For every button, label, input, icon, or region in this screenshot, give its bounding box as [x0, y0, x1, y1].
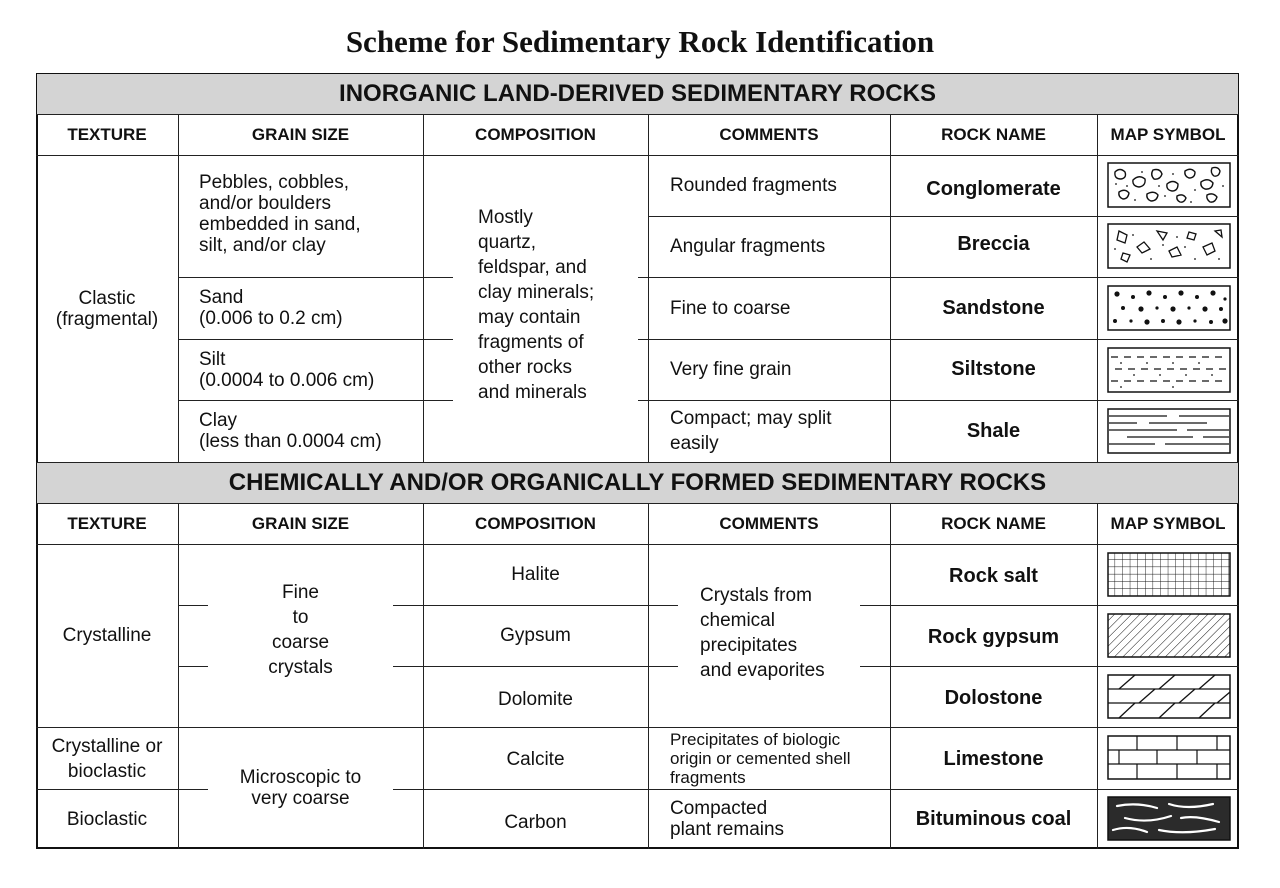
composition-mostly-quartz: Mostly quartz, feldspar, and clay minerals; may contain fragments of other rocks and minerals [456, 205, 638, 421]
rock-name-breccia: Breccia [957, 233, 1030, 255]
siltstone-symbol [1107, 347, 1231, 393]
col-header-map-symbol-2: MAP SYMBOL [1110, 513, 1226, 533]
col-header-comments: COMMENTS [719, 124, 819, 144]
rock-name-conglomerate: Conglomerate [926, 178, 1061, 200]
rock-name-limestone: Limestone [943, 748, 1044, 770]
shale-symbol [1107, 408, 1231, 454]
texture-crystalline: Crystalline [62, 625, 152, 646]
rock-gypsum-symbol [1107, 613, 1231, 658]
sandstone-symbol [1107, 285, 1231, 331]
rock-name-bituminous-coal: Bituminous coal [915, 807, 1072, 830]
comment-angular: Angular fragments [670, 236, 826, 257]
dolostone-symbol [1107, 674, 1231, 719]
col-header-composition-2: COMPOSITION [475, 513, 596, 533]
section-heading-inorganic: INORGANIC LAND-DERIVED SEDIMENTARY ROCKS [37, 74, 1238, 114]
rock-name-siltstone: Siltstone [951, 358, 1036, 380]
grain-size-silt: Silt (0.0004 to 0.006 cm) [199, 348, 375, 391]
breccia-symbol [1107, 223, 1231, 269]
composition-calcite: Calcite [506, 749, 565, 770]
col-header-rock-name-2: ROCK NAME [941, 513, 1046, 533]
grain-size-clay: Clay (less than 0.0004 cm) [199, 410, 382, 452]
rock-name-shale: Shale [966, 419, 1021, 442]
col-header-rock-name: ROCK NAME [941, 124, 1046, 144]
comment-fine-coarse: Fine to coarse [670, 297, 791, 319]
texture-bioclastic: Bioclastic [66, 808, 148, 830]
grain-size-pebbles: Pebbles, cobbles, and/or boulders embedded in sand, silt, and/or clay [199, 172, 361, 256]
composition-dolomite: Dolomite [498, 689, 573, 710]
rock-name-dolostone: Dolostone [944, 687, 1043, 709]
grain-size-microscopic-to-very-coarse: Microscopic to very coarse [208, 765, 393, 811]
conglomerate-symbol [1107, 162, 1231, 208]
rock-name-rock-gypsum: Rock gypsum [927, 625, 1060, 648]
coal-symbol [1107, 796, 1231, 841]
rock-name-sandstone: Sandstone [942, 296, 1045, 319]
comment-compact: Compact; may split easily [670, 408, 832, 454]
composition-gypsum: Gypsum [500, 625, 571, 646]
comment-crystals-from-chemical-precipitates: Crystals from chemical precipitates and evaporites [678, 583, 860, 687]
col-header-composition: COMPOSITION [475, 124, 596, 144]
texture-clastic: Clastic (fragmental) [55, 287, 159, 330]
col-header-map-symbol: MAP SYMBOL [1110, 124, 1226, 144]
composition-halite: Halite [511, 564, 560, 585]
grain-size-fine-to-coarse-crystals: Fine to coarse crystals [208, 580, 393, 685]
col-header-texture: TEXTURE [67, 124, 147, 144]
composition-carbon: Carbon [504, 811, 567, 833]
page-title: Scheme for Sedimentary Rock Identification [345, 24, 935, 59]
comment-precipitates-biologic-origin: Precipitates of biologic origin or cemented shell fragments [670, 729, 851, 787]
limestone-symbol [1107, 735, 1231, 780]
col-header-comments-2: COMMENTS [719, 513, 819, 533]
col-header-texture-2: TEXTURE [67, 513, 147, 533]
texture-crystalline-or-bioclastic: Crystalline or bioclastic [51, 736, 163, 782]
comment-very-fine: Very fine grain [670, 359, 792, 380]
grain-size-sand: Sand (0.006 to 0.2 cm) [199, 287, 343, 329]
section-heading-chemical: CHEMICALLY AND/OR ORGANICALLY FORMED SEDIMENTARY ROCKS [37, 463, 1238, 503]
rock-salt-symbol [1107, 552, 1231, 597]
col-header-grain-size: GRAIN SIZE [251, 124, 350, 144]
rock-name-rock-salt: Rock salt [949, 564, 1038, 587]
comment-compacted-plant-remains: Compacted plant remains [670, 798, 785, 840]
col-header-grain-size-2: GRAIN SIZE [251, 513, 350, 533]
comment-rounded: Rounded fragments [670, 175, 837, 196]
